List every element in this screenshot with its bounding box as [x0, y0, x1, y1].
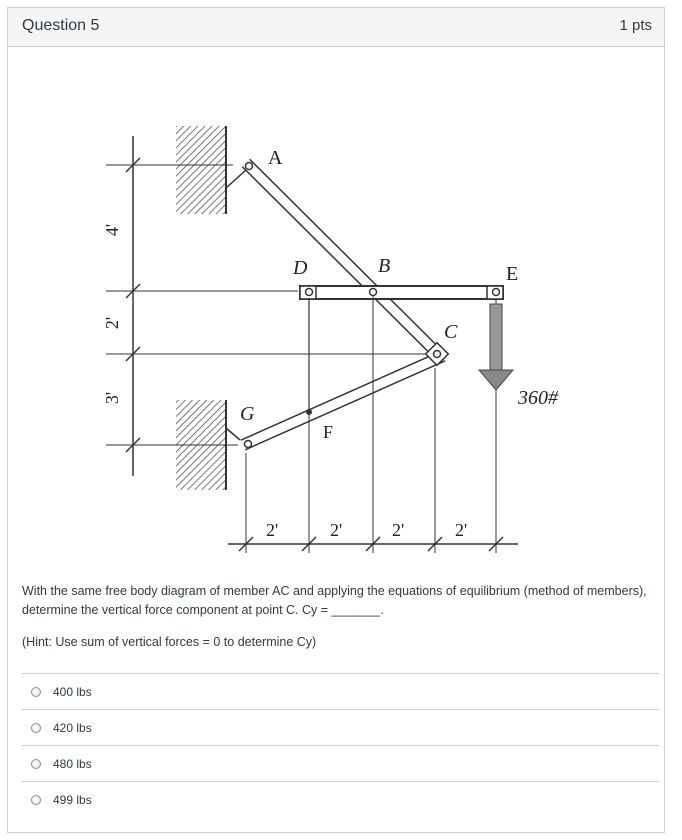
- hdim-2: 2': [330, 520, 343, 540]
- label-d: D: [293, 257, 308, 279]
- gusset-g: [226, 428, 240, 440]
- radio-button[interactable]: [31, 759, 41, 769]
- answer-option-3[interactable]: [22, 745, 659, 781]
- hdim-3: 2': [392, 520, 405, 540]
- answer-option-2[interactable]: [22, 709, 659, 745]
- wall-top: [176, 126, 226, 214]
- load-arrow-shaft: [490, 304, 502, 372]
- label-c: C: [444, 321, 458, 343]
- answer-label: 499 lbs: [53, 792, 92, 807]
- question-hint: (Hint: Use sum of vertical forces = 0 to determine Cy): [22, 635, 317, 649]
- question-card: [7, 7, 665, 833]
- hdim-4: 2': [455, 520, 468, 540]
- label-a: A: [268, 147, 283, 169]
- answer-label: 420 lbs: [53, 720, 92, 735]
- pin-g: [245, 441, 252, 448]
- radio-button[interactable]: [31, 795, 41, 805]
- label-g: G: [240, 403, 255, 425]
- answer-list: [22, 673, 659, 817]
- beam-de: [300, 286, 503, 299]
- pin-d: [306, 289, 313, 296]
- pin-a: [246, 163, 253, 170]
- hdim-1: 2': [266, 520, 279, 540]
- pin-e: [493, 289, 500, 296]
- question-text: With the same free body diagram of member AC and applying the equations of equilibrium (method of members), determine the vertical force component at point C. Cy = _______.: [22, 584, 647, 617]
- question-prompt: [22, 582, 652, 652]
- dim-label-2-vert: 2': [102, 316, 122, 330]
- member-ac-inner: [246, 163, 440, 356]
- radio-button[interactable]: [31, 723, 41, 733]
- structure-diagram: [88, 108, 558, 568]
- label-f: F: [323, 422, 334, 442]
- dim-label-3: 3': [102, 391, 122, 405]
- load-arrow-head: [479, 370, 513, 390]
- gusset-a: [226, 170, 246, 188]
- answer-option-4[interactable]: [22, 781, 659, 817]
- pin-b: [370, 289, 377, 296]
- question-title: Question 5: [22, 17, 100, 34]
- member-gc-inner: [243, 356, 443, 445]
- radio-button[interactable]: [31, 687, 41, 697]
- answer-label: 480 lbs: [53, 756, 92, 771]
- pin-f: [306, 409, 312, 415]
- answer-option-1[interactable]: [22, 673, 659, 709]
- dim-label-4: 4': [102, 223, 122, 237]
- label-e: E: [506, 263, 519, 285]
- label-b: B: [378, 255, 391, 277]
- load-label: 360#: [518, 387, 558, 409]
- question-header: [8, 8, 664, 47]
- question-points: 1 pts: [619, 17, 652, 34]
- pin-c: [434, 351, 441, 358]
- answer-label: 400 lbs: [53, 684, 92, 699]
